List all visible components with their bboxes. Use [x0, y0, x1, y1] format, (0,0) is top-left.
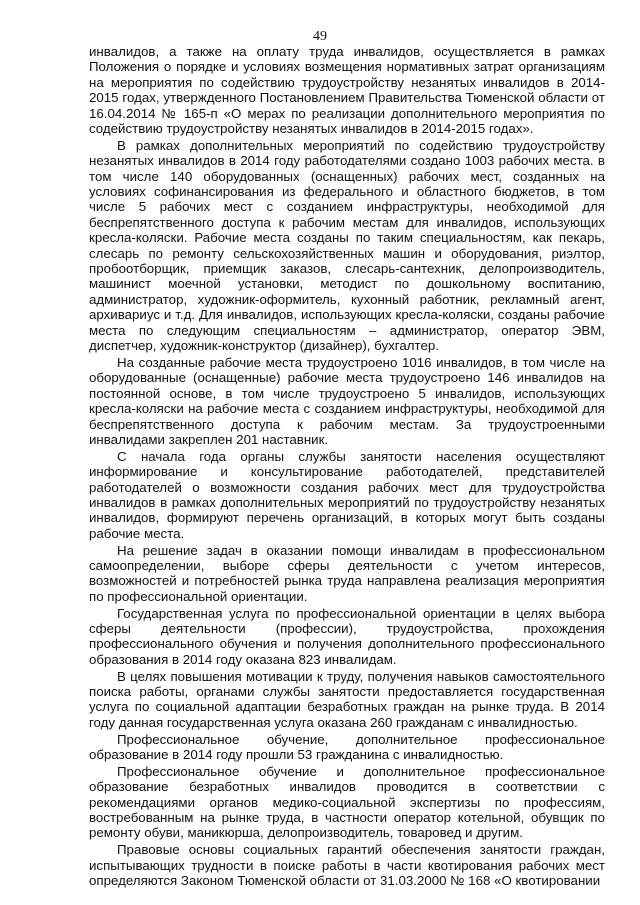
paragraph: На созданные рабочие места трудоустроено 1016 инвалидов, в том числе на оборудованные (оснащенные) рабочие места трудоустроено 146 инвалидов на постоянной основе, в том числе трудоустроено 5 инвалидов, использующих кресла-коляски на рабочие места с созданием инфраструктуры, необходимой для беспрепятственного доступа к рабочим местам. За трудоустроенными инвалидами закреплен 201 наставник.: [89, 354, 605, 447]
page-number: 49: [313, 29, 327, 44]
paragraph: В рамках дополнительных мероприятий по содействию трудоустройству незанятых инвалидов в 2014 году работодателями создано 1003 рабочих места. в том числе 140 оборудованных (оснащенных) рабочих мест, созданных на условиях софинансирования из федерального и областного бюджетов, в том числе 5 рабочих мест с созданием инфраструктуры, необходимой для беспрепятственного доступа к рабочим местам для инвалидов, использующих кресла-коляски. Рабочие места созданы по таким специальностям, как пекарь, слесарь по ремонту сельскохозяйственных машин и оборудования, риэлтор, пробоотборщик, приемщик заказов, слесарь-сантехник, делопроизводитель, машинист моечной установки, методист по дошкольному воспитанию, администратор, художник-оформитель, кухонный работник, рекламный агент, архивариус и т.д. Для инвалидов, использующих кресла-коляски, созданы рабочие места по следующим специальностям – администратор, оператор ЭВМ, диспетчер, художник-конструктор (дизайнер), бухгалтер.: [89, 137, 605, 354]
paragraph: На решение задач в оказании помощи инвалидам в профессиональном самоопределении, выборе сферы деятельности с учетом интересов, возможностей и потребностей рынка труда направлена реализация мероприятия по профессиональной ориентации.: [89, 542, 605, 604]
paragraph: Государственная услуга по профессиональной ориентации в целях выбора сферы деятельности (профессии), трудоустройства, прохождения профессионального обучения и получения дополнительного профессионального образования в 2014 году оказана 823 инвалидам.: [89, 605, 605, 667]
document-body: [89, 44, 605, 890]
paragraph: Профессиональное обучение и дополнительное профессиональное образование безработных инвалидов проводится в соответствии с рекомендациями органов медико-социальной экспертизы по профессиям, востребованным на рынке труда, в частности оператор котельной, обувщик по ремонту обуви, маникюрша, делопроизводитель, товаровед и другим.: [89, 763, 605, 841]
paragraph: Правовые основы социальных гарантий обеспечения занятости граждан, испытывающих трудности в поиске работы в части квотирования рабочих мест определяются Законом Тюменской области от 31.03.2000 № 168 «О квотировании: [89, 842, 605, 889]
paragraph: инвалидов, а также на оплату труда инвалидов, осуществляется в рамках Положения о порядке и условиях возмещения нормативных затрат организациям на мероприятия по содействию трудоустройству незанятых инвалидов в 2014-2015 годах, утвержденного Постановлением Правительства Тюменской области от 16.04.2014 № 165-п «О мерах по реализации дополнительного мероприятия по содействию трудоустройству незанятых инвалидов в 2014-2015 годах».: [89, 44, 605, 137]
paragraph: С начала года органы службы занятости населения осуществляют информирование и консультирование работодателей, представителей работодателей о возможности создания рабочих мест для трудоустройства инвалидов в рамках дополнительных мероприятий по трудоустройству незанятых инвалидов, формируют перечень организаций, в которых могут быть созданы рабочие места.: [89, 448, 605, 541]
paragraph: Профессиональное обучение, дополнительное профессиональное образование в 2014 году прошли 53 гражданина с инвалидностью.: [89, 731, 605, 763]
paragraph: В целях повышения мотивации к труду, получения навыков самостоятельного поиска работы, органами службы занятости предоставляется государственная услуга по социальной адаптации безработных граждан на рынке труда. В 2014 году данная государственная услуга оказана 260 гражданам с инвалидностью.: [89, 668, 605, 730]
